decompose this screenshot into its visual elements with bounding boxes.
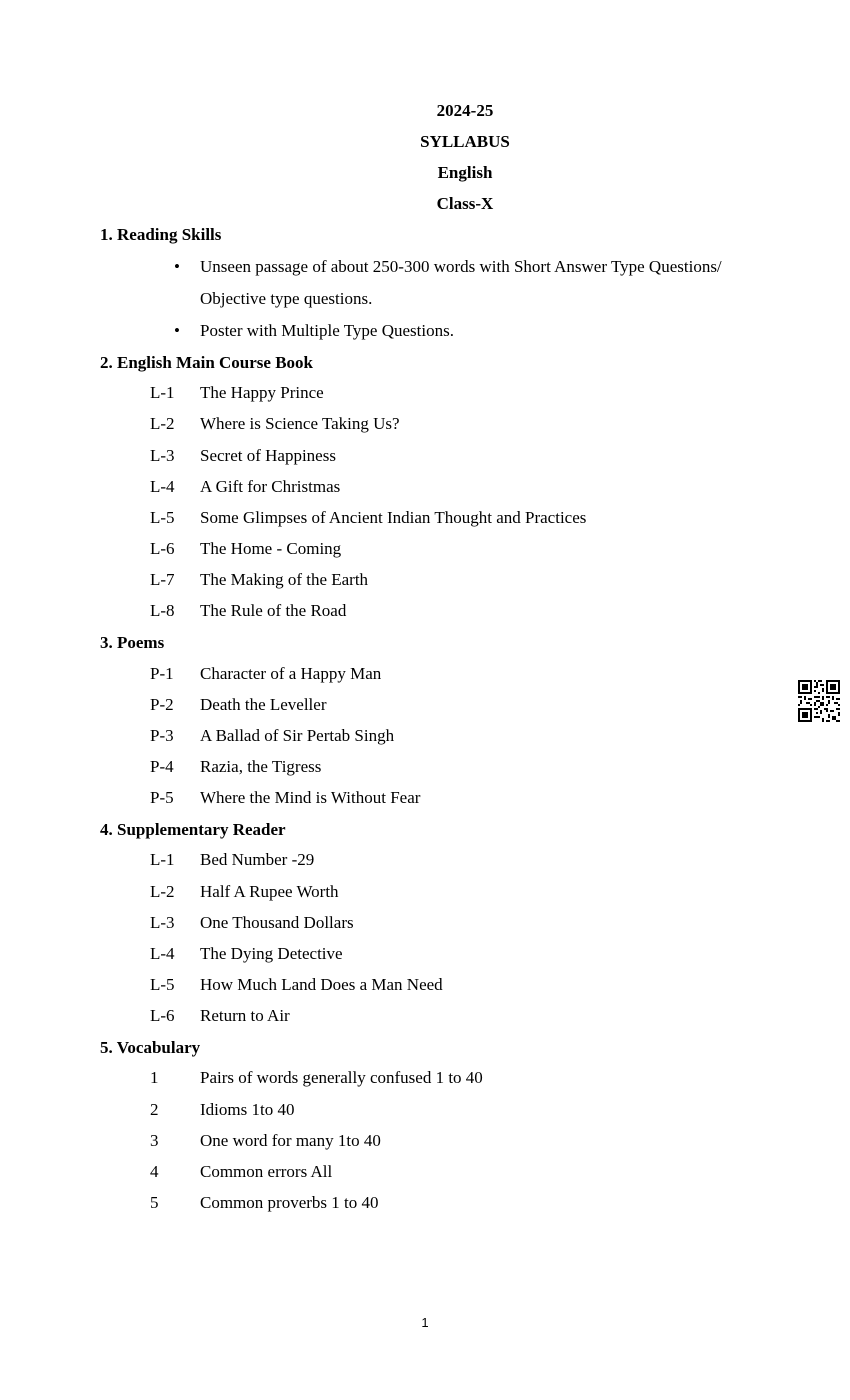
main-course-heading: 2. English Main Course Book <box>100 353 314 372</box>
lesson-code: L-1 <box>150 383 175 402</box>
vocabulary-code: 1 <box>150 1068 159 1087</box>
supplementary-code: L-2 <box>150 882 175 901</box>
supplementary-code: L-4 <box>150 944 175 963</box>
supplementary-title: Return to Air <box>200 1006 290 1025</box>
class-heading: Class-X <box>436 194 494 213</box>
supplementary-title: Bed Number -29 <box>200 850 315 869</box>
bullet-icon: • <box>174 321 180 340</box>
page-number: 1 <box>421 1315 429 1330</box>
vocabulary-code: 2 <box>150 1100 159 1119</box>
vocabulary-title: Idioms 1to 40 <box>200 1100 295 1119</box>
subject-heading: English <box>437 163 493 182</box>
supplementary-code: L-1 <box>150 850 175 869</box>
vocabulary-title: Pairs of words generally confused 1 to 40 <box>200 1068 483 1087</box>
lesson-title: A Gift for Christmas <box>200 477 341 496</box>
lesson-code: L-2 <box>150 414 175 433</box>
syllabus-title: SYLLABUS <box>420 132 510 151</box>
lesson-title: The Making of the Earth <box>200 570 369 589</box>
lesson-title: The Rule of the Road <box>200 601 347 620</box>
lesson-code: L-4 <box>150 477 175 496</box>
supplementary-title: How Much Land Does a Man Need <box>200 975 443 994</box>
qr-code-icon[interactable] <box>798 680 840 722</box>
reading-skills-heading: 1. Reading Skills <box>100 225 222 244</box>
lesson-code: L-3 <box>150 446 175 465</box>
supplementary-code: L-3 <box>150 913 175 932</box>
supplementary-code: L-5 <box>150 975 175 994</box>
poem-title: Death the Leveller <box>200 695 327 714</box>
lesson-title: The Home - Coming <box>200 539 342 558</box>
poem-code: P-5 <box>150 788 174 807</box>
year-heading: 2024-25 <box>436 101 494 120</box>
lesson-code: L-7 <box>150 570 175 589</box>
supplementary-code: L-6 <box>150 1006 175 1025</box>
lesson-code: L-6 <box>150 539 175 558</box>
vocabulary-code: 5 <box>150 1193 159 1212</box>
poem-title: Character of a Happy Man <box>200 664 382 683</box>
bullet-icon: • <box>174 257 180 276</box>
lesson-title: The Happy Prince <box>200 383 324 402</box>
poem-title: Where the Mind is Without Fear <box>200 788 421 807</box>
poems-heading: 3. Poems <box>100 633 165 652</box>
poem-title: A Ballad of Sir Pertab Singh <box>200 726 395 745</box>
lesson-title: Where is Science Taking Us? <box>200 414 400 433</box>
supplementary-title: Half A Rupee Worth <box>200 882 339 901</box>
vocabulary-title: One word for many 1to 40 <box>200 1131 381 1150</box>
supplementary-title: The Dying Detective <box>200 944 343 963</box>
vocabulary-title: Common errors All <box>200 1162 333 1181</box>
vocabulary-title: Common proverbs 1 to 40 <box>200 1193 379 1212</box>
lesson-code: L-5 <box>150 508 175 527</box>
poem-code: P-2 <box>150 695 174 714</box>
reading-skills-bullet: Unseen passage of about 250-300 words with Short Answer Type Questions/ <box>200 257 722 276</box>
reading-skills-bullet: Poster with Multiple Type Questions. <box>200 321 454 340</box>
supplementary-title: One Thousand Dollars <box>200 913 354 932</box>
poem-code: P-3 <box>150 726 174 745</box>
lesson-code: L-8 <box>150 601 175 620</box>
reading-skills-bullet-continued: Objective type questions. <box>200 289 373 308</box>
vocabulary-heading: 5. Vocabulary <box>100 1038 201 1057</box>
lesson-title: Some Glimpses of Ancient Indian Thought and Practices <box>200 508 587 527</box>
vocabulary-code: 3 <box>150 1131 159 1150</box>
poem-title: Razia, the Tigress <box>200 757 322 776</box>
vocabulary-code: 4 <box>150 1162 159 1181</box>
supplementary-heading: 4. Supplementary Reader <box>100 820 286 839</box>
poem-code: P-4 <box>150 757 174 776</box>
lesson-title: Secret of Happiness <box>200 446 336 465</box>
poem-code: P-1 <box>150 664 174 683</box>
